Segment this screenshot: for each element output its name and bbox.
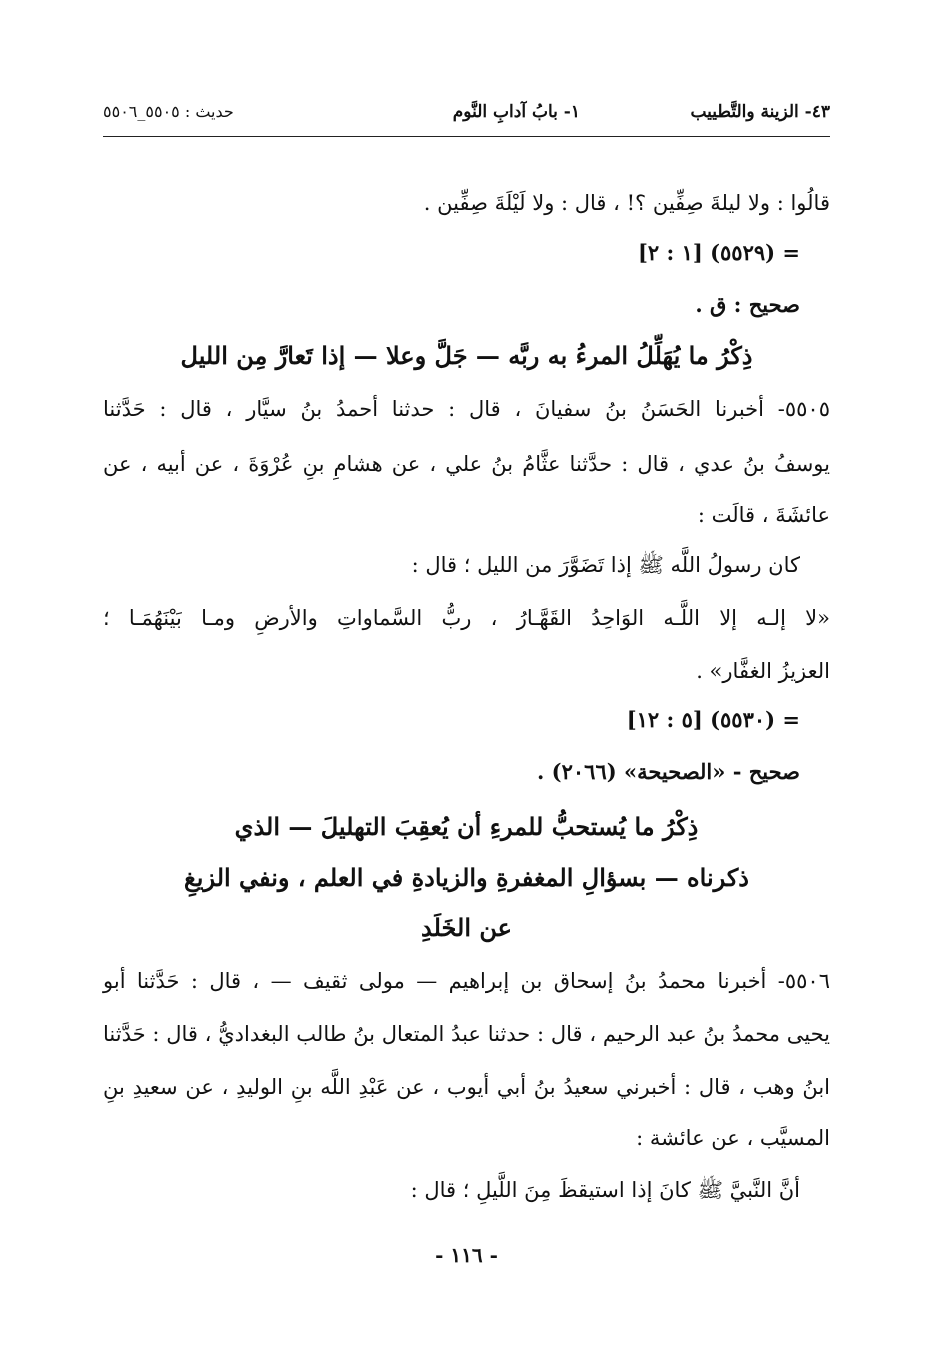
text-line: أنَّ النَّبيَّ ﷺ كانَ إذا استيقظَ مِنَ اللَّيلِ ؛ قال : (410, 1178, 800, 1202)
text-line: ٥٥٠٦- أخبرنا محمدُ بنُ إسحاق بن إبراهيم — مولى ثقيف — ، قال : حَدَّثنا أبو (103, 969, 830, 993)
text-line: قالُوا : ولا ليلةَ صِفِّين ؟! ، قال : ولا لَيْلَةَ صِفِّين . (423, 191, 830, 215)
text-line: كان رسولُ اللَّه ﷺ إذا تَضَوَّرَ من الليل ؛ قال : (411, 553, 800, 577)
reference-line: = (٥٥٣٠) [٥ : ١٢] (626, 707, 800, 732)
text-line: ابنُ وهب ، قال : أخبرني سعيدُ بنُ أبي أيوب ، عن عَبْدِ اللَّه بنِ الوليدِ ، عن سعيدِ بنِ (103, 1075, 830, 1099)
text-line: يحيى محمدُ بنُ عبد الرحيم ، قال : حدثنا عبدُ المتعال بنُ طالب البغداديُّ ، قال : حَدَّثنا (103, 1022, 830, 1046)
text-line: المسيَّب ، عن عائشة : (636, 1126, 830, 1150)
text-line: العزيزُ الغفَّار» . (696, 659, 830, 683)
text-line: «لا إلـه إلا اللَّـه الوَاحِدُ القَهَّـارُ ، ربُّ السَّماواتِ والأرضِ ومـا بَيْنَهُمَـا ؛ (103, 606, 830, 630)
section-heading: ذِكْرُ ما يُهَلِّلُ المرءُ به ربَّه — جَلَّ وعلا — إذا تَعارَّ مِن الليل (180, 341, 753, 370)
header-chapter-title: ٤٣- الزينة والتَّطييب (690, 102, 830, 122)
running-header (103, 96, 830, 132)
section-heading-line: ذكرناه — بسؤالِ المغفرةِ والزيادةِ في العلم ، ونفي الزيغِ (184, 863, 749, 892)
reference-line: = (٥٥٢٩) [١ : ٢] (637, 240, 800, 265)
grading-line: صحيح : ق . (695, 292, 800, 317)
header-hadith-range: حديث : ٥٥٠٥_٥٥٠٦ (103, 102, 234, 121)
page-number: - ١١٦ - (435, 1243, 498, 1267)
section-heading-line: عن الخَلَدِ (421, 913, 512, 942)
text-line: عائشَةَ ، قالَت : (697, 503, 830, 527)
header-divider (103, 136, 830, 137)
section-heading-line: ذِكْرُ ما يُستحبُّ للمرءِ أن يُعقِبَ التهليلَ — الذي (234, 812, 699, 841)
text-line: يوسفُ بنُ عدي ، قال : حدَّثنا عثَّامُ بنُ علي ، عن هشامِ بنِ عُرْوَةَ ، عن أبيه ، عن (103, 452, 830, 476)
text-line: ٥٥٠٥- أخبرنا الحَسَنُ بنُ سفيانَ ، قال : حدثنا أحمدُ بنُ سيَّار ، قال : حَدَّثنا (103, 397, 830, 421)
header-section-title: ١- بابُ آدابِ النَّوم (452, 102, 580, 122)
grading-line: صحيح - «الصحيحة» (٢٠٦٦) . (537, 759, 800, 784)
